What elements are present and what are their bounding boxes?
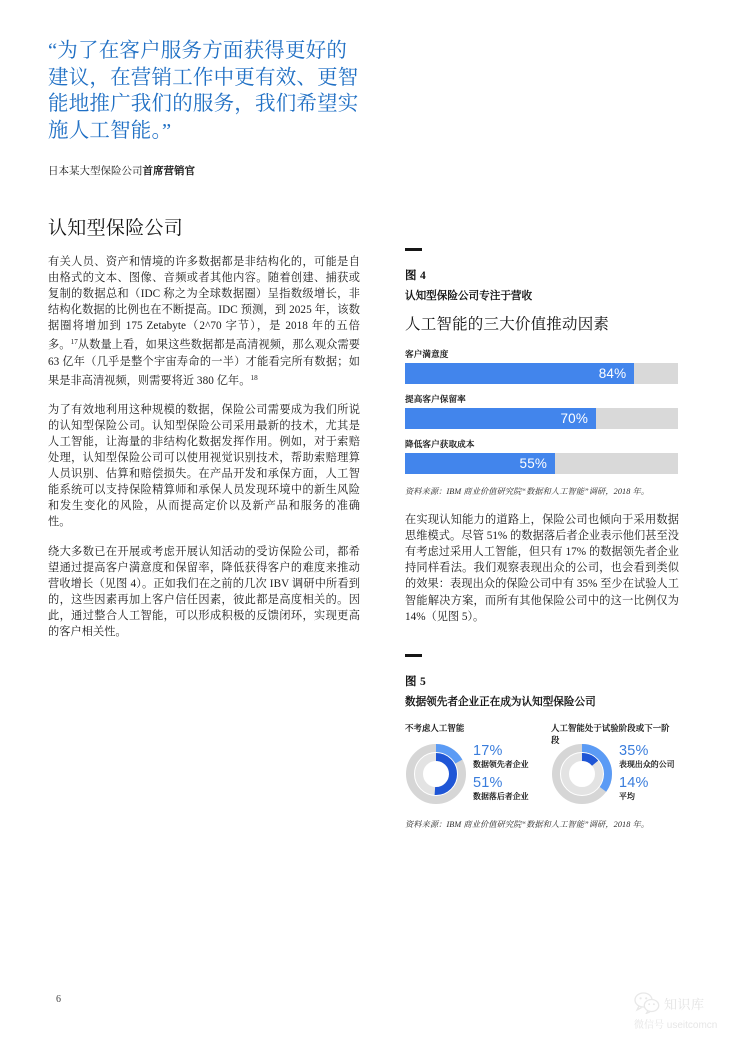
bar-fill: [405, 363, 634, 384]
figure-4-source: 资料来源：IBM 商业价值研究院“数据和人工智能”调研，2018 年。: [405, 486, 650, 496]
quote-attribution-role: 首席营销官: [142, 166, 195, 177]
body-paragraph-1: [48, 254, 360, 389]
donut-left-caption-2: 数据落后者企业: [473, 791, 529, 801]
figure-4-rule: [405, 248, 422, 251]
bar-label: 降低客户获取成本: [405, 438, 475, 449]
footnote-ref-18: 18: [250, 373, 258, 382]
quote-attribution-company: 日本某大型保险公司: [48, 166, 143, 177]
donut-left-title: 不考虑人工智能: [405, 723, 465, 733]
donut-left-row: [405, 742, 532, 807]
pull-quote: “为了在客户服务方面获得更好的建议，在营销工作中更有效、更智能地推广我们的服务，我们希望实施人工智能。”: [48, 40, 359, 142]
figure-4: [405, 248, 679, 497]
footnote-ref-17: 17: [70, 338, 78, 347]
page-number: 6: [56, 994, 61, 1005]
right-column: [405, 248, 679, 830]
figure-5-rule: [405, 654, 422, 657]
body-paragraph-3: 绕大多数已在开展或考虑开展认知活动的受访保险公司，都希望通过提高客户満意度和保留率，降低获得客户的难度来推动营收增长（见图 4）。正如我们在之前的几次 IBV 调研中所看到的，这些因素再加上客户信任因素，彼此都是高度相关的。因此，通过整合人工智能，可以形成积极的反馈闭环，实现更高的客户相关性。: [48, 545, 360, 638]
body-paragraph-2: 为了有效地利用这种规模的数据，保险公司需要成为我们所说的认知型保险公司。认知型保险公司采用最新的技术，尤其是人工智能，让海量的非结构化数据发挥作用。例如，对于索赔处理，认知型保险公司可以使用视觉识别技术，帮助索赔理算人员识别、估算和赔偿损失。在产品开发和承保方面，人工智能系统可以支持保险精算师和承保人员发现环境中的新生风险和发生变化的风险，从而提高定价以及新产品和服务的准确性。: [48, 403, 360, 529]
donut-cell-left: [405, 722, 532, 807]
bar-value: 70%: [560, 410, 589, 426]
bar-track: [405, 363, 678, 384]
figure-5-number: 图 5: [405, 675, 427, 688]
left-column: [48, 38, 360, 640]
bar-track: [405, 453, 678, 474]
donut-right-caption-2: 平均: [619, 791, 635, 801]
watermark-row: [634, 992, 740, 1014]
wechat-icon: [634, 992, 660, 1014]
figure-4-subtitle: 认知型保险公司专注于营收: [405, 290, 533, 302]
watermark-brand: 知识库: [664, 996, 705, 1012]
section-heading: 认知型保险公司: [48, 218, 184, 239]
donut-right-value-2: 14%: [619, 774, 649, 791]
figure-5-subtitle: 数据领先者企业正在成为认知型保险公司: [405, 696, 596, 708]
bar-value: 84%: [598, 365, 627, 381]
paragraph-1-text-a: 有关人员、资产和情境的许多数据都是非结构化的，可能是自由格式的文本、图像、音频或者其他内容。随着创建、捕获或复制的数据总和（IDC 称之为全球数据圈）呈指数级增长，非结构化数据的比例也在不断提高。IDC 预测，到 2025 年，该数据圈将增加到 175 Zetabyte（2^70 字节），是 2018 年的五倍多。: [48, 256, 360, 352]
bar-chart: [405, 348, 679, 474]
bar-block: [405, 348, 679, 384]
donut-right-value-1: 35%: [619, 742, 649, 759]
nested-donut-icon: [551, 743, 613, 805]
watermark: [634, 992, 740, 1031]
donut-right-title: 人工智能处于试验阶段或下一阶段: [551, 723, 670, 745]
nested-donut-icon: [405, 743, 467, 805]
bar-label: 提高客户保留率: [405, 393, 466, 404]
donut-cell-right: [551, 722, 678, 807]
watermark-handle: 微信号 useitcomcn: [634, 1020, 718, 1031]
bar-fill: [405, 453, 555, 474]
donut-right-caption-1: 表现出众的公司: [619, 759, 675, 769]
bar-fill: [405, 408, 596, 429]
donut-left-value-1: 17%: [473, 742, 503, 759]
bar-track: [405, 408, 678, 429]
bar-value: 55%: [519, 455, 548, 471]
paragraph-1-text-b: 从数量上看，如果这些数据都是高清视频，那么观众需要 63 亿年（几乎是整个宇宙寿命的一半）才能看完所有数据；如果是非高清视频，则需要将近 380 亿年。: [48, 339, 360, 387]
right-body-paragraph: 在实现认知能力的道路上，保险公司也倾向于采用数据思维模式。尽管 51% 的数据落后者企业表示他们甚至没有考虑过采用人工智能，但只有 17% 的数据领先者企业持同样看法。我们观察表现出众的公司，也会看到类似的效果：表现出众的保险公司中有 35% 至少在试验人工智能解决方案，而所有其他保险公司中的这一比例仅为 14%（见图 5）。: [405, 513, 679, 623]
figure-4-number: 图 4: [405, 269, 427, 282]
figure-4-title: 人工智能的三大价值推动因素: [405, 315, 610, 333]
donut-right-stats: [619, 742, 675, 807]
bar-block: [405, 393, 679, 429]
donut-left-caption-1: 数据领先者企业: [473, 759, 529, 769]
figure-5: [405, 654, 679, 830]
donut-right-graphic: [551, 743, 613, 805]
bar-block: [405, 438, 679, 474]
quote-attribution: [48, 165, 360, 179]
bar-label: 客户満意度: [405, 348, 449, 359]
donut-left-stats: [473, 742, 529, 807]
donut-right-row: [551, 742, 678, 807]
donut-chart-group: [405, 722, 679, 807]
donut-left-graphic: [405, 743, 467, 805]
donut-left-value-2: 51%: [473, 774, 503, 791]
figure-5-source: 资料来源：IBM 商业价值研究院“数据和人工智能”调研，2018 年。: [405, 819, 650, 829]
